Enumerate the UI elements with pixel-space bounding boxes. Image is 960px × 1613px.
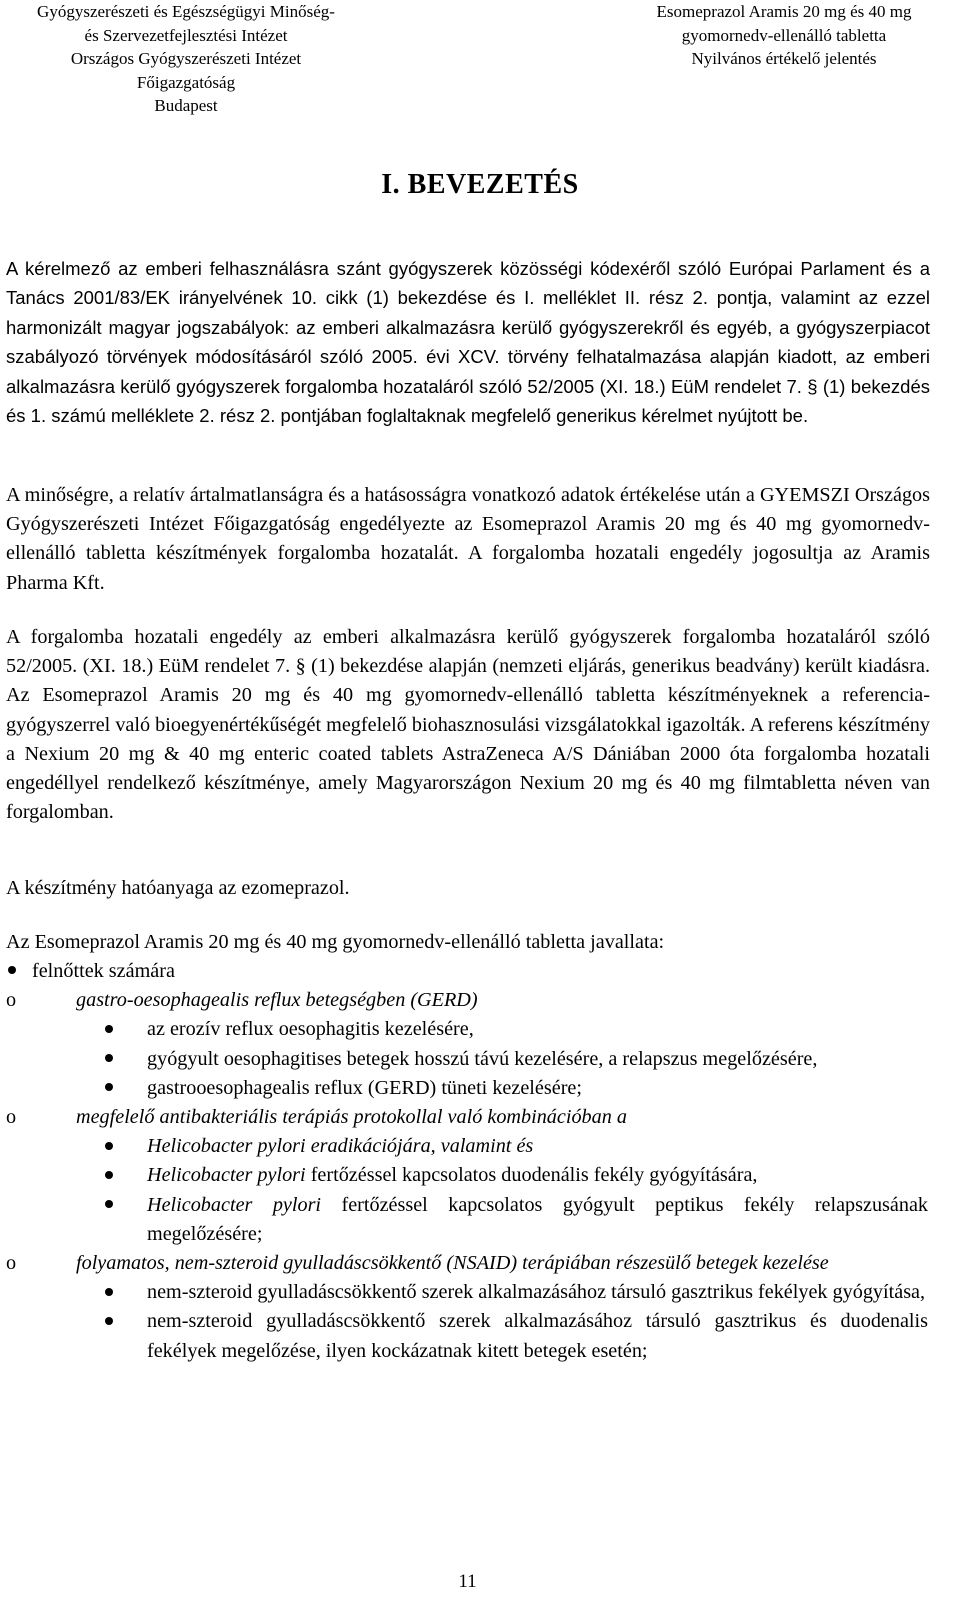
header-left-line-2: és Szervezetfejlesztési Intézet bbox=[84, 25, 288, 45]
paragraph-procedure: A forgalomba hozatali engedély az emberi alkalmazásra kerülő gyógyszerek forgalomba hozataláról szóló 52/2005. (XI. 18.) EüM rendelet 7. § (1) bekezdése alapján (nemzeti eljárás, generikus beadvány) került kiadásra. Az Esomeprazol Aramis 20 mg és 40 mg gyomornedv-ellenálló tabletta készítményeknek a referencia-gyógyszerrel való bioegyenértékűségét megfelelő biohasznosulási vizsgálatokkal igazolták. A referens készítmény a Nexium 20 mg & 40 mg enteric coated tablets AstraZeneca A/S Dániában 2000 óta forgalomba hozatali engedéllyel rendelkező készítménye, amely Magyarországon Nexium 20 mg és 40 mg filmtabletta néven van forgalomban. bbox=[6, 626, 930, 824]
sublist-heading-text: megfelelő antibakteriális terápiás protokollal való kombinációban a bbox=[76, 1106, 627, 1129]
list-item bbox=[0, 1015, 960, 1044]
list-item-text bbox=[147, 1161, 928, 1190]
bullet-icon bbox=[105, 1307, 113, 1336]
paragraph-indications-intro: Az Esomeprazol Aramis 20 mg és 40 mg gyomornedv-ellenálló tabletta javallata: bbox=[6, 931, 665, 953]
circle-marker-icon: o bbox=[6, 1106, 17, 1129]
indication-list bbox=[0, 957, 960, 1366]
header-left-line-1: Gyógyszerészeti és Egészségügyi Minőség- bbox=[37, 2, 335, 21]
list-item bbox=[0, 1191, 960, 1249]
bullet-icon bbox=[105, 1074, 113, 1103]
organism-name: Helicobacter pylori bbox=[147, 1164, 306, 1187]
sublist-heading-gerd bbox=[0, 986, 960, 1015]
sublist-heading-text: folyamatos, nem-szteroid gyulladáscsökkentő (NSAID) terápiában részesülő betegek kezelése bbox=[76, 1252, 829, 1275]
list-item-text: felnőttek számára bbox=[32, 960, 175, 982]
list-item bbox=[0, 1161, 960, 1190]
bullet-icon bbox=[105, 1161, 113, 1190]
list-item-text bbox=[147, 1191, 928, 1249]
organism-name: Helicobacter pylori bbox=[147, 1193, 322, 1216]
bullet-icon bbox=[105, 1015, 113, 1044]
list-item bbox=[0, 1045, 960, 1074]
list-item bbox=[0, 1074, 960, 1103]
list-item-text: gastrooesophagealis reflux (GERD) tüneti kezelésére; bbox=[147, 1076, 582, 1099]
header-left-line-4: Főigazgatóság bbox=[136, 72, 236, 92]
circle-marker-icon: o bbox=[6, 989, 17, 1012]
bullet-icon bbox=[105, 1132, 113, 1161]
list-item bbox=[0, 1278, 960, 1307]
bullet-icon bbox=[8, 957, 16, 986]
list-item-rest: fertőzéssel kapcsolatos duodenális fekély gyógyítására, bbox=[305, 1164, 758, 1187]
page-number: 11 bbox=[458, 1571, 477, 1592]
list-item bbox=[0, 1307, 960, 1365]
list-item-text: gyógyult oesophagitises betegek hosszú távú kezelésére, a relapszus megelőzésére, bbox=[147, 1047, 818, 1070]
header-product bbox=[634, 0, 934, 71]
list-item bbox=[0, 1132, 960, 1161]
header-right-line-2: gyomornedv-ellenálló tabletta bbox=[681, 25, 887, 45]
list-item-adults bbox=[0, 957, 960, 986]
paragraph-active-substance: A készítmény hatóanyaga az ezomeprazol. bbox=[6, 877, 350, 899]
list-item-text: az erozív reflux oesophagitis kezelésére, bbox=[147, 1018, 474, 1041]
list-item-text: nem-szteroid gyulladáscsökkentő szerek alkalmazásához társuló gasztrikus és duodenalis fekélyek megelőzése, ilyen kockázatnak kitett betegek esetén; bbox=[147, 1310, 928, 1362]
header-left-line-5: Budapest bbox=[154, 96, 218, 115]
list-item-text: nem-szteroid gyulladáscsökkentő szerek alkalmazásához társuló gasztrikus fekélyek gyógyítása, bbox=[147, 1281, 926, 1304]
bullet-icon bbox=[105, 1191, 113, 1220]
list-item-rest: fertőzéssel kapcsolatos gyógyult peptikus fekély relapszusának megelőzésére; bbox=[147, 1193, 929, 1245]
bullet-icon bbox=[105, 1278, 113, 1307]
section-title: I. BEVEZETÉS bbox=[381, 169, 579, 200]
header-left-line-3: Országos Gyógyszerészeti Intézet bbox=[70, 49, 302, 68]
circle-marker-icon: o bbox=[6, 1252, 17, 1275]
paragraph-authorisation: A minőségre, a relatív ártalmatlanságra és a hatásosságra vonatkozó adatok értékelése után a GYEMSZI Országos Gyógyszerészeti Intézet Főigazgatóság engedélyezte az Esomeprazol Aramis 20 mg és 40 mg gyomornedv-ellenálló tabletta készítmények forgalomba hozatalát. A forgalomba hozatali engedély jogosultja az Aramis Pharma Kft. bbox=[6, 484, 930, 594]
sublist-heading-antibacterial bbox=[0, 1103, 960, 1132]
paragraph-applicant: A kérelmező az emberi felhasználásra szánt gyógyszerek közösségi kódexéről szóló Európai Parlament és a Tanács 2001/83/EK irányelvének 10. cikk (1) bekezdése és I. melléklet II. rész 2. pontja, valamint az ezzel harmonizált magyar jogszabályok: az emberi alkalmazásra kerülő gyógyszerekről és egyéb, a gyógyszerpiacot szabályozó törvények módosításáról szóló 2005. évi XCV. törvény felhatalmazása alapján kiadott, az emberi alkalmazásra kerülő gyógyszerek forgalomba hozataláról szóló 52/2005 (XI. 18.) EüM rendelet 7. § (1) bekezdés és 1. számú melléklete 2. rész 2. pontjában foglaltaknak megfelelő generikus kérelmet nyújtott be. bbox=[6, 258, 930, 427]
header-institution bbox=[6, 0, 366, 118]
header-right-line-1: Esomeprazol Aramis 20 mg és 40 mg bbox=[656, 2, 912, 21]
sublist-heading-nsaid bbox=[0, 1249, 960, 1278]
bullet-icon bbox=[105, 1045, 113, 1074]
header-right-line-3: Nyilvános értékelő jelentés bbox=[691, 49, 877, 68]
list-item-text: Helicobacter pylori eradikációjára, valamint és bbox=[147, 1135, 534, 1158]
sublist-heading-text: gastro-oesophagealis reflux betegségben (GERD) bbox=[76, 989, 478, 1012]
